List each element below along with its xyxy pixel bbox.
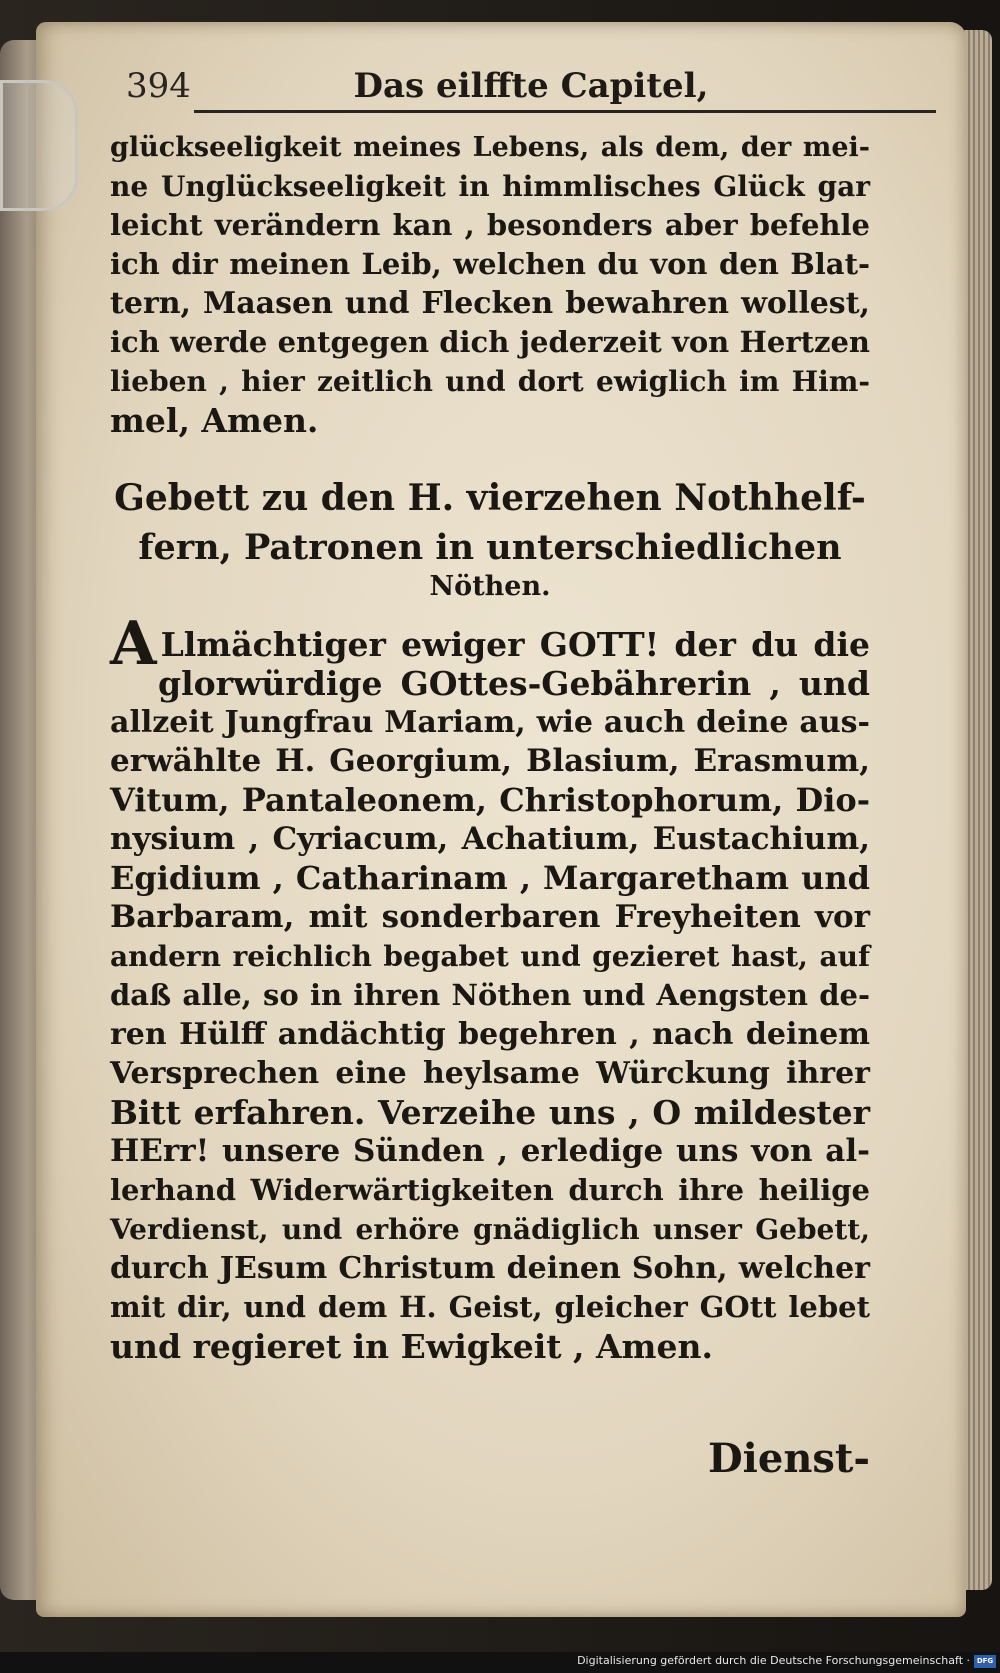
text-line: andern reichlich begabet und gezieret hast, auf bbox=[110, 940, 870, 973]
text-line bbox=[110, 609, 870, 679]
catchword: Dienst- bbox=[707, 1435, 870, 1482]
page-number: 394 bbox=[126, 66, 191, 106]
page-header bbox=[126, 50, 936, 104]
text-line: ich werde entgegen dich jederzeit von Hertzen bbox=[110, 325, 870, 359]
text-line: Egidium , Catharinam , Margaretham und bbox=[110, 859, 870, 897]
text-line: tern, Maasen und Flecken bewahren wollest, bbox=[110, 286, 870, 321]
first-line-text: Llmächtiger ewiger GOTT! der du die bbox=[160, 625, 870, 664]
text-line: ne Unglückseeligkeit in himmlisches Glück gar bbox=[110, 170, 870, 203]
text-line: HErr! unsere Sünden , erledige uns von al- bbox=[110, 1133, 870, 1169]
text-line: Barbaram, mit sonderbaren Freyheiten vor bbox=[110, 899, 870, 935]
text-line: ich dir meinen Leib, welchen du von den Blat- bbox=[110, 247, 870, 281]
text-line: mit dir, und dem H. Geist, gleicher GOtt lebet bbox=[110, 1290, 870, 1324]
prayer-paragraph bbox=[110, 609, 870, 1366]
text-line: erwählte H. Georgium, Blasium, Erasmum, bbox=[110, 743, 870, 779]
footer-credit: Digitalisierung gefördert durch die Deutsche Forschungsgemeinschaft · bbox=[577, 1654, 970, 1667]
text-line: und regieret in Ewigkeit , Amen. bbox=[110, 1327, 713, 1366]
text-line: durch JEsum Christum deinen Sohn, welcher bbox=[110, 1251, 870, 1286]
dfg-logo: DFG bbox=[974, 1655, 996, 1668]
heading-line: Nöthen. bbox=[429, 571, 551, 602]
header-rule bbox=[194, 110, 936, 113]
text-line: Vitum, Pantaleonem, Christophorum, Dio- bbox=[110, 781, 870, 819]
running-title: Das eilffte Capitel, bbox=[353, 66, 709, 106]
text-line: nysium , Cyriacum, Achatium, Eustachium, bbox=[110, 821, 870, 857]
text-line: leicht verändern kan , besonders aber befehle bbox=[110, 208, 870, 242]
text-line: glückseeligkeit meines Lebens, als dem, der mei- bbox=[110, 132, 870, 163]
text-line: Verdienst, und erhöre gnädiglich unser Gebett, bbox=[110, 1213, 870, 1246]
drop-cap: A bbox=[110, 609, 157, 679]
paragraph-continued bbox=[110, 128, 870, 440]
text-line: daß alle, so in ihren Nöthen und Aengsten de- bbox=[110, 978, 870, 1012]
heading-line: Gebett zu den H. vierzehen Nothhelf- bbox=[114, 477, 866, 519]
text-line: lieben , hier zeitlich und dort ewiglich im Him- bbox=[110, 365, 870, 398]
text-line: ren Hülff andächtig begehren , nach deinem bbox=[110, 1017, 870, 1052]
text-line: allzeit Jungfrau Mariam, wie auch deine aus- bbox=[110, 705, 870, 740]
text-line: mel, Amen. bbox=[110, 401, 319, 440]
page-clip bbox=[0, 80, 78, 211]
prayer-heading bbox=[110, 470, 870, 604]
text-line: Versprechen eine heylsame Würckung ihrer bbox=[110, 1056, 870, 1091]
text-line: lerhand Widerwärtigkeiten durch ihre heilige bbox=[110, 1173, 870, 1207]
heading-line: fern, Patronen in unterschiedlichen bbox=[138, 527, 842, 568]
text-line: glorwürdige GOttes-Gebährerin , und bbox=[158, 664, 870, 703]
text-line: Bitt erfahren. Verzeihe uns , O mildester bbox=[110, 1093, 870, 1132]
